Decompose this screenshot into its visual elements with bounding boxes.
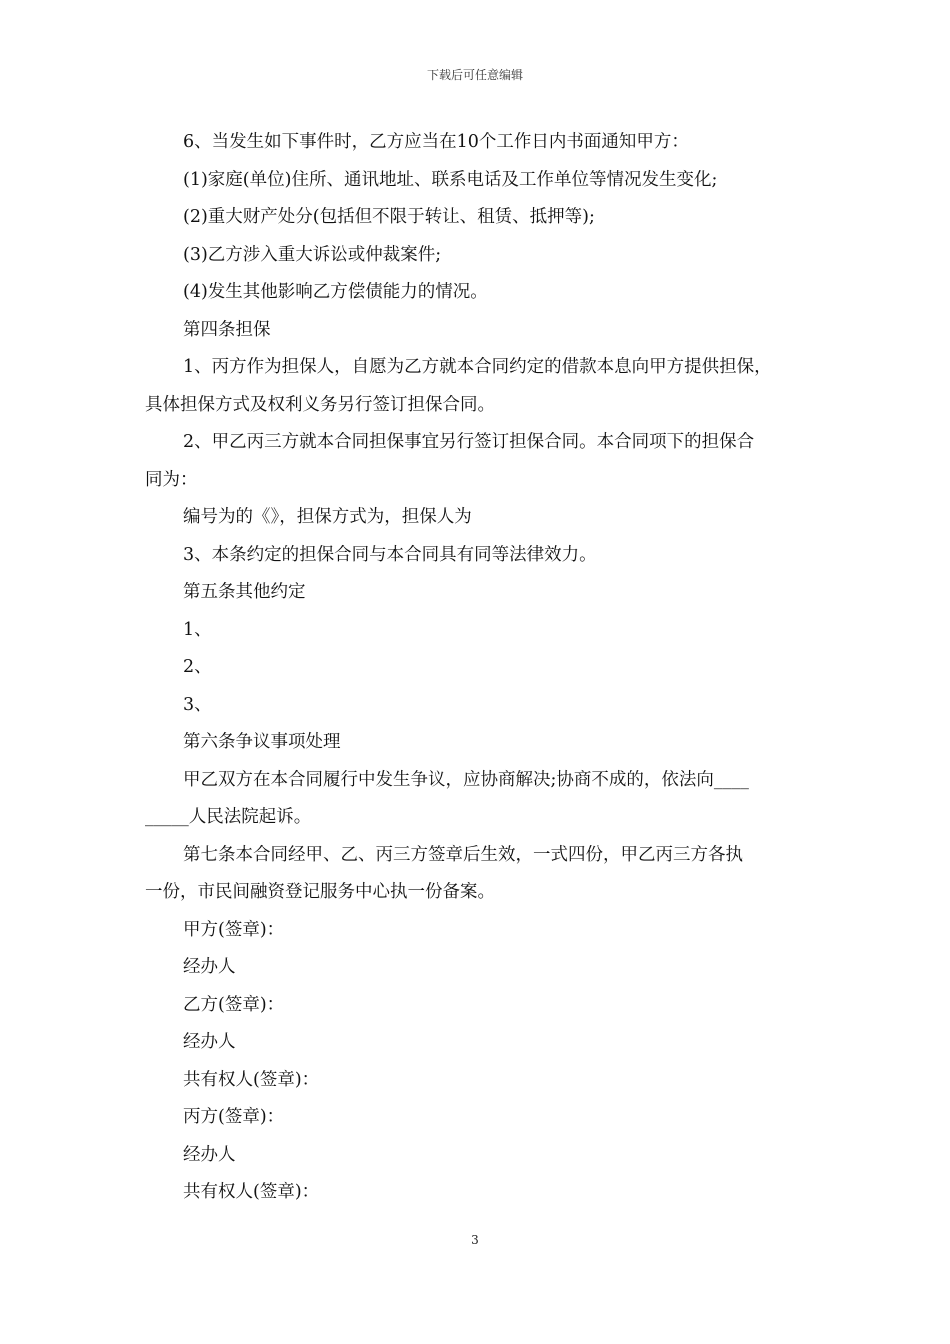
paragraph-line: 1、丙方作为担保人，自愿为乙方就本合同约定的借款本息向甲方提供担保， [183,357,772,377]
paragraph-line: 2、 [183,657,212,677]
paragraph-line: 同为： [145,469,198,490]
paragraph-line: 共有权人(签章)： [183,1069,320,1090]
paragraph-line: 甲乙双方在本合同履行中发生争议，应协商解决;协商不成的，依法向____ [183,769,749,790]
paragraph-line: 丙方(签章)： [183,1107,285,1127]
paragraph-line: 具体担保方式及权利义务另行签订担保合同。 [145,394,495,415]
paragraph-line: (4)发生其他影响乙方偿债能力的情况。 [183,282,488,302]
paragraph-line: _____人民法院起诉。 [145,807,312,827]
paragraph-line: 3、本条约定的担保合同与本合同具有同等法律效力。 [183,544,597,565]
paragraph-line: 甲方(签章)： [183,919,285,940]
paragraph-line: 3、 [183,694,212,715]
paragraph-line: 第四条担保 [183,319,271,340]
paragraph-line: 第五条其他约定 [183,582,306,602]
paragraph-line: 共有权人(签章)： [183,1182,320,1202]
paragraph-line: 乙方(签章)： [183,994,285,1015]
paragraph-line: (3)乙方涉入重大诉讼或仲裁案件; [183,244,442,265]
document-body [145,124,810,1212]
paragraph-line: (2)重大财产处分(包括但不限于转让、租赁、抵押等); [183,207,595,227]
paragraph-line: 第六条争议事项处理 [183,732,341,752]
paragraph-line: 经办人 [183,957,236,977]
page-number: 3 [471,1233,479,1247]
page-header: 下载后可任意编辑 [426,68,523,82]
paragraph-line: 一份，市民间融资登记服务中心执一份备案。 [145,882,495,902]
paragraph-line: 1、 [183,619,212,640]
paragraph-line: 经办人 [183,1144,236,1165]
paragraph-line: 6、当发生如下事件时，乙方应当在10个工作日内书面通知甲方： [183,132,689,152]
paragraph-line: 第七条本合同经甲、乙、丙三方签章后生效，一式四份，甲乙丙三方各执 [183,844,743,865]
paragraph-line: 编号为的《》，担保方式为，担保人为 [183,507,472,527]
paragraph-line: 2、甲乙丙三方就本合同担保事宜另行签订担保合同。本合同项下的担保合 [183,432,755,452]
paragraph-line: 经办人 [183,1032,236,1052]
paragraph-line: (1)家庭(单位)住所、通讯地址、联系电话及工作单位等情况发生变化; [183,169,718,190]
